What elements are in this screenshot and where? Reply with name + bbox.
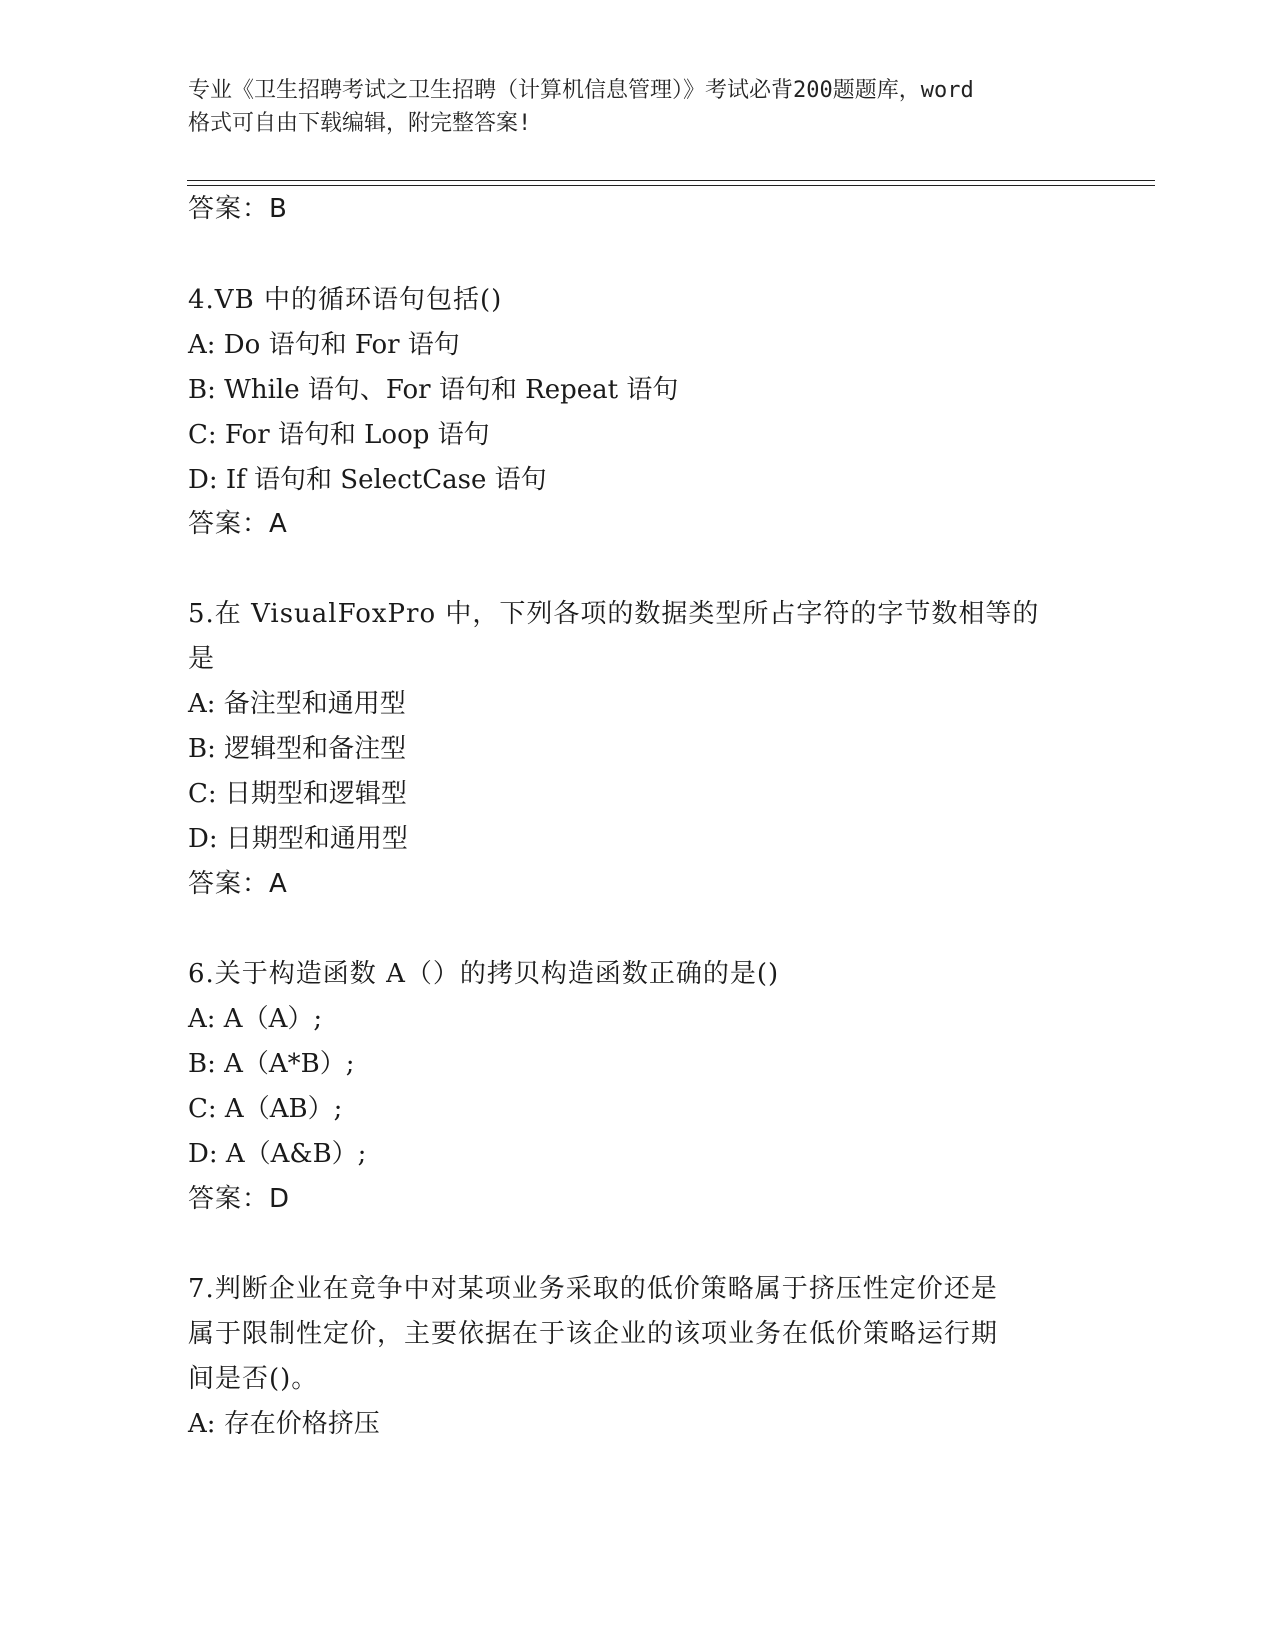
- question-7-line-1: 7.判断企业在竞争中对某项业务采取的低价策略属于挤压性定价还是: [188, 1274, 998, 1304]
- question-4: 4.VB 中的循环语句包括(): [188, 285, 503, 315]
- question-5-line-2: 是: [188, 644, 216, 674]
- question-6: 6.关于构造函数 A（）的拷贝构造函数正确的是(): [188, 959, 780, 989]
- question-7-line-2: 属于限制性定价，主要依据在于该企业的该项业务在低价策略运行期: [188, 1319, 999, 1349]
- answer-q3: 答案：B: [188, 194, 288, 224]
- q5-option-b: B: 逻辑型和备注型: [188, 734, 407, 764]
- q4-option-a: A: Do 语句和 For 语句: [188, 330, 460, 360]
- question-5-line-1: 5.在 VisualFoxPro 中，下列各项的数据类型所占字符的字节数相等的: [188, 599, 1040, 629]
- q6-option-d: D: A（A&B）;: [188, 1139, 367, 1169]
- q6-option-a: A: A（A）;: [188, 1004, 323, 1034]
- q4-option-d: D: If 语句和 SelectCase 语句: [188, 465, 547, 495]
- header-divider-top: [187, 180, 1155, 181]
- q7-option-a: A: 存在价格挤压: [188, 1409, 380, 1439]
- q6-option-c: C: A（AB）;: [188, 1094, 343, 1124]
- answer-q4: 答案：A: [188, 509, 288, 539]
- document-header: [188, 74, 1088, 140]
- q5-option-d: D: 日期型和通用型: [188, 824, 408, 854]
- answer-q6: 答案：D: [188, 1184, 291, 1214]
- q6-option-b: B: A（A*B）;: [188, 1049, 355, 1079]
- q5-option-a: A: 备注型和通用型: [188, 689, 406, 719]
- header-line-2: 格式可自由下载编辑，附完整答案!: [188, 111, 532, 136]
- answer-q5: 答案：A: [188, 869, 288, 899]
- header-divider-bottom: [187, 185, 1155, 186]
- q4-option-c: C: For 语句和 Loop 语句: [188, 420, 490, 450]
- question-7-line-3: 间是否()。: [188, 1364, 319, 1394]
- header-line-1: 专业《卫生招聘考试之卫生招聘（计算机信息管理）》考试必背200题题库，word: [188, 78, 974, 103]
- q4-option-b: B: While 语句、For 语句和 Repeat 语句: [188, 375, 679, 405]
- q5-option-c: C: 日期型和逻辑型: [188, 779, 407, 809]
